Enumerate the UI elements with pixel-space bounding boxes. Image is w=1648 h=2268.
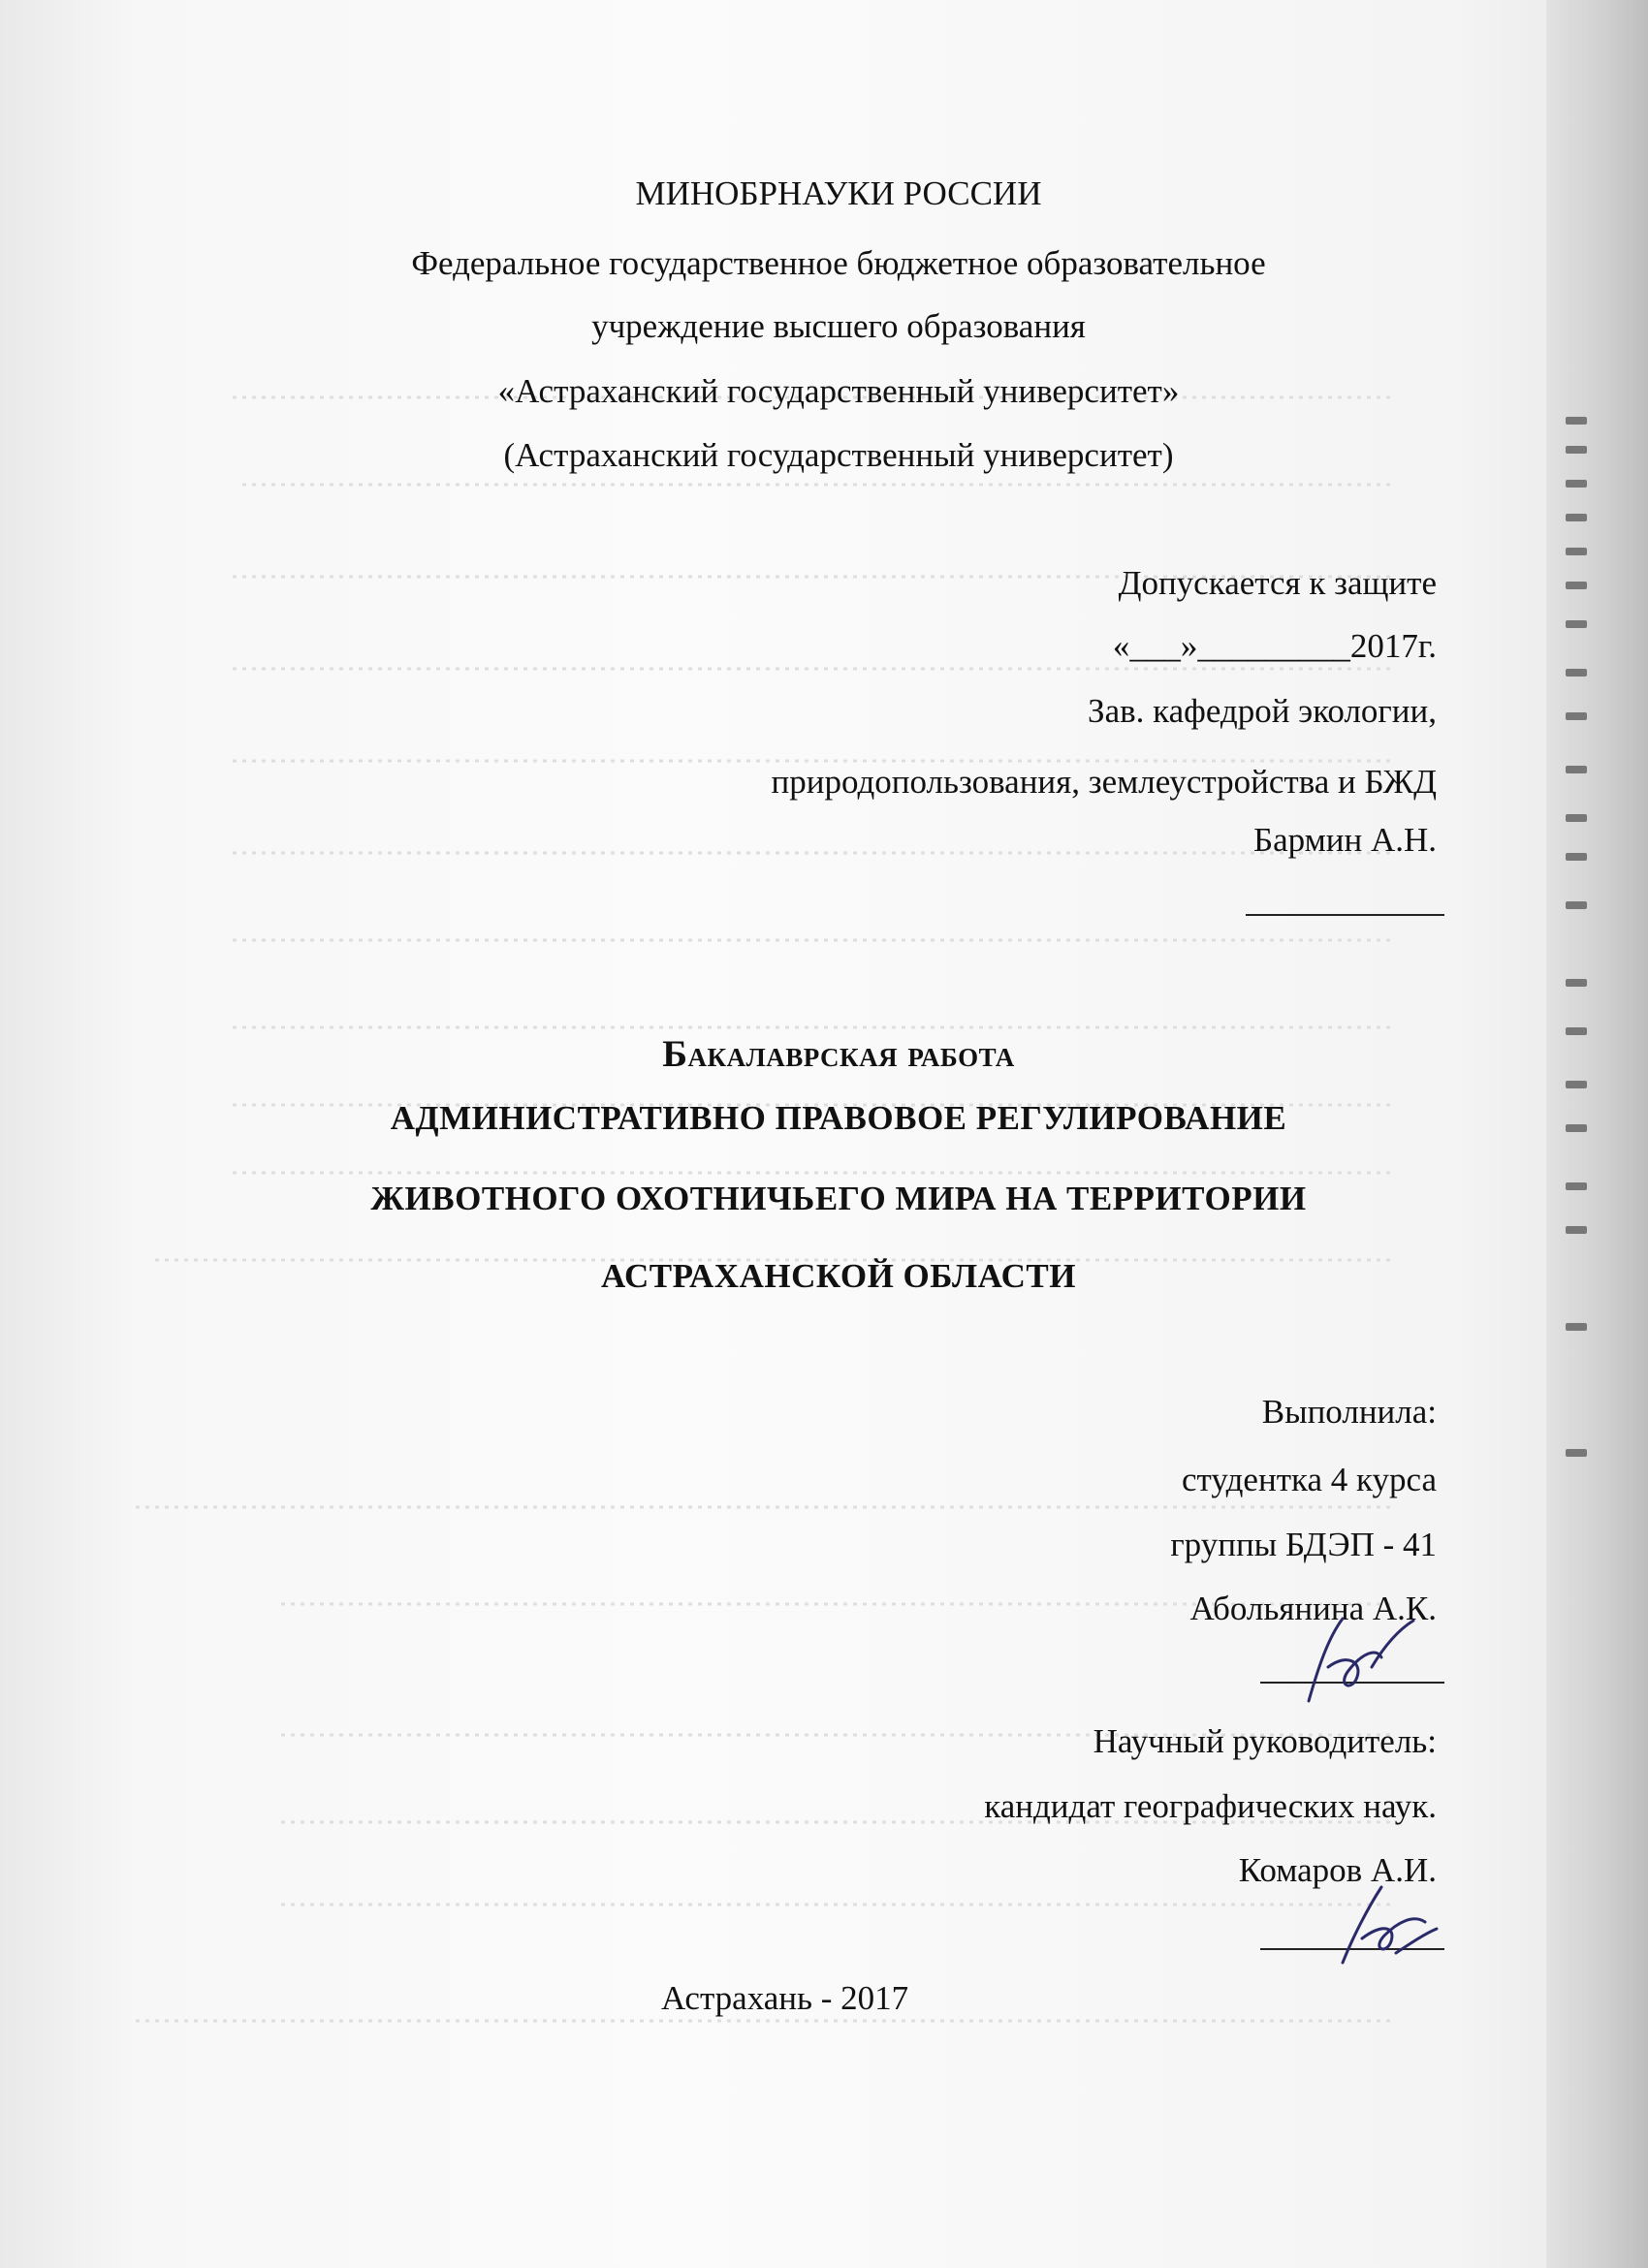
work-title-line-3: АСТРАХАНСКОЙ ОБЛАСТИ: [600, 1257, 1077, 1295]
head-name: Бармин А.Н.: [1252, 821, 1437, 859]
ministry-heading: МИНОБРНАУКИ РОССИИ: [635, 174, 1042, 212]
admitted-to-defense: Допускается к защите: [1118, 564, 1437, 602]
head-signature-line: [1246, 914, 1444, 916]
institution-line-1: Федеральное государственное бюджетное образовательное: [411, 244, 1266, 282]
head-title-line-1: Зав. кафедрой экологии,: [1088, 692, 1437, 730]
supervisor-name: Комаров А.И.: [1238, 1851, 1437, 1889]
author-name: Абольянина А.К.: [1189, 1590, 1437, 1627]
author-group: группы БДЭП - 41: [1170, 1526, 1437, 1563]
author-signature-line: [1260, 1682, 1444, 1684]
institution-line-2: учреждение высшего образования: [591, 307, 1086, 345]
city-year: Астрахань - 2017: [661, 1979, 909, 2017]
supervisor-label: Научный руководитель:: [1093, 1722, 1437, 1760]
approval-date-line: «___»_________2017г.: [1112, 627, 1437, 665]
work-type-heading: Бакалаврская работа: [662, 1033, 1015, 1075]
author-label: Выполнила:: [1261, 1393, 1437, 1431]
head-title-line-2: природопользования, землеустройства и БЖД: [771, 763, 1437, 801]
work-title-line-2: ЖИВОТНОГО ОХОТНИЧЬЕГО МИРА НА ТЕРРИТОРИИ: [370, 1180, 1307, 1217]
work-title-line-1: АДМИНИСТРАТИВНО ПРАВОВОЕ РЕГУЛИРОВАНИЕ: [390, 1099, 1287, 1137]
supervisor-degree: кандидат географических наук.: [984, 1787, 1437, 1825]
university-abbreviation: (Астраханский государственный университет): [503, 436, 1174, 474]
supervisor-signature-line: [1260, 1948, 1444, 1950]
author-course: студентка 4 курса: [1181, 1461, 1437, 1498]
university-name: «Астраханский государственный университет»: [497, 372, 1180, 410]
